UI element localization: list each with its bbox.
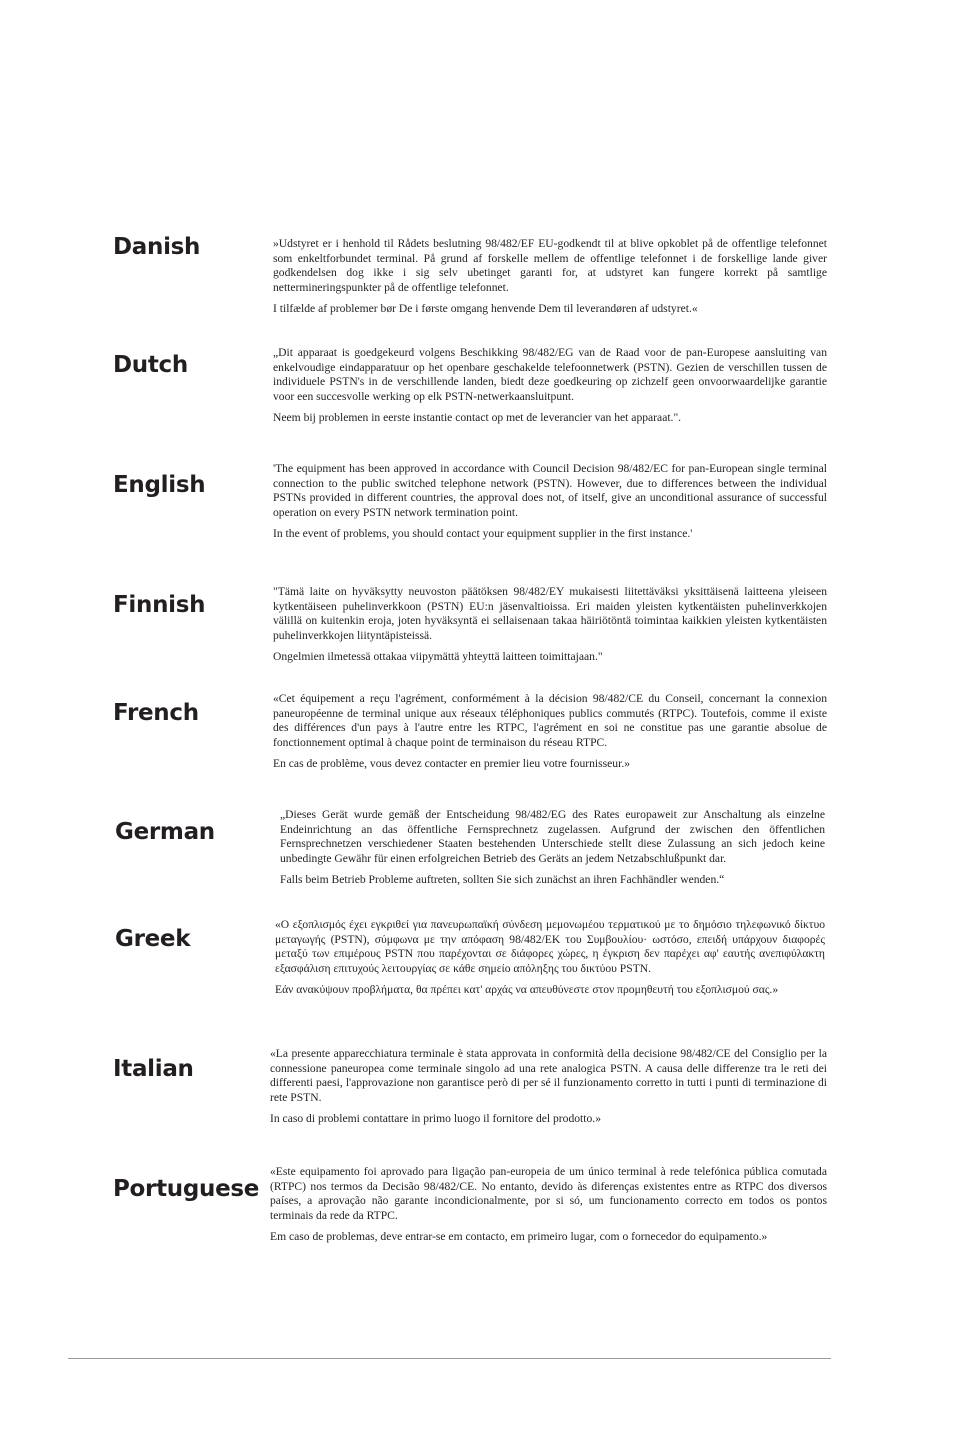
contact-paragraph: Ongelmien ilmetessä ottakaa viipymättä yhteyttä laitteen toimittajaan." (273, 650, 603, 664)
approval-paragraph: 'The equipment has been approved in accordance with Council Decision 98/482/EC for pan-European single terminal connection to the public switched telephone network (PSTN). However, due to differences between the individual PSTNs provided in different countries, the approval does not, of itself, give an unconditional assurance of successful operation on every PSTN network termination point. (273, 462, 827, 519)
footer-divider (68, 1358, 831, 1359)
approval-paragraph: «La presente apparecchiatura terminale è stata approvata in conformità della decisione 98/482/CE del Consiglio per la connessione paneuropea come terminale singolo ad una rete analogica PSTN. A causa delle differenze tra le reti dei differenti paesi, l'approvazione non garantisce però di per sé il funzionamento corretto in tutti i punti di terminazione di rete PSTN. (270, 1047, 827, 1104)
language-heading: German (115, 819, 215, 845)
contact-paragraph: Neem bij problemen in eerste instantie contact op met de leverancier van het apparaat.". (273, 411, 682, 425)
section-text (275, 918, 825, 1005)
contact-paragraph: I tilfælde af problemer bør De i første omgang henvende Dem til leverandøren af udstyret.« (273, 302, 698, 316)
approval-paragraph: "Tämä laite on hyväksytty neuvoston päätöksen 98/482/EY mukaisesti liitettäväksi yksittäisenä laitteena yleiseen kytkentäiseen puhelinverkkoon (PSTN) EU:n jäsenvaltioissa. Eri maiden yleisten kytkentäisten puhelinverkkojen välillä on kuitenkin eroja, joten hyväksyntä ei sellaisenaan takaa häiriötöntä toimintaa kaikkien yleisten kytkentäisten puhelinverkkojen liityntäpisteissä. (273, 585, 827, 642)
approval-paragraph: „Dit apparaat is goedgekeurd volgens Beschikking 98/482/EG van de Raad voor de pan-Europese aansluiting van enkelvoudige eindapparatuur op het openbare geschakelde telefoonnetwerk (PSTN). Gezien de verschillen tussen de individuele PSTN's in de verschillende landen, biedt deze goedkeuring op zichzelf geen onvoorwaardelijke garantie voor een succesvolle werking op elk PSTN-netwerkaansluitpunt. (273, 346, 827, 403)
language-heading: Italian (113, 1056, 194, 1082)
section-text (273, 346, 827, 433)
contact-paragraph: Εάν ανακύψουν προβλήματα, θα πρέπει κατ' αρχάς να απευθύνεστε στον προμηθευτή του εξοπλισμού σας.» (275, 983, 779, 997)
section-text (273, 237, 827, 324)
language-heading: Portuguese (113, 1176, 260, 1202)
language-heading: Dutch (113, 352, 188, 378)
language-heading: Greek (115, 926, 191, 952)
language-heading: Danish (113, 234, 201, 260)
approval-paragraph: «Cet équipement a reçu l'agrément, conformément à la décision 98/482/CE du Conseil, concernant la connexion paneuropéenne de terminal unique aux réseaux téléphoniques publics commutés (RTPC). Toutefois, comme il existe des différences d'un pays à l'autre entre les RTPC, l'agrément en soi ne constitue pas une garantie absolue de fonctionnement optimal à chaque point de terminaison du réseau RTPC. (273, 692, 827, 749)
section-text (270, 1165, 827, 1252)
language-heading: Finnish (113, 592, 206, 618)
approval-paragraph: „Dieses Gerät wurde gemäß der Entscheidung 98/482/EG des Rates europaweit zur Anschaltung als einzelne Endeinrichtung an das öffentliche Fernsprechnetz zugelassen. Aufgrund der zwischen den öffentlichen Fernsprechnetzen verschiedener Staaten bestehenden Unterschiede stellt diese Zulassung an sich jedoch keine unbedingte Gewähr für einen erfolgreichen Betrieb des Geräts an jedem Netzabschlußpunkt dar. (280, 808, 825, 865)
contact-paragraph: Falls beim Betrieb Probleme auftreten, sollten Sie sich zunächst an ihren Fachhändler wenden.“ (280, 873, 725, 887)
section-text (280, 808, 825, 895)
section-text (273, 462, 827, 549)
contact-paragraph: En cas de problème, vous devez contacter en premier lieu votre fournisseur.» (273, 757, 631, 771)
approval-paragraph: «Este equipamento foi aprovado para ligação pan-europeia de um único terminal à rede telefónica pública comutada (RTPC) nos termos da Decisão 98/482/CE. No entanto, devido às diferenças existentes entre as RTPC dos diversos países, a aprovação não garante incondicionalmente, por si só, um funcionamento correcto em todos os pontos terminais da rede da RTPC. (270, 1165, 827, 1222)
section-text (273, 692, 827, 779)
contact-paragraph: Em caso de problemas, deve entrar-se em contacto, em primeiro lugar, com o fornecedor do equipamento.» (270, 1230, 768, 1244)
language-heading: English (113, 472, 206, 498)
language-heading: French (113, 700, 199, 726)
section-text (273, 585, 827, 672)
contact-paragraph: In caso di problemi contattare in primo luogo il fornitore del prodotto.» (270, 1112, 601, 1126)
contact-paragraph: In the event of problems, you should contact your equipment supplier in the first instance.' (273, 527, 693, 541)
approval-paragraph: «Ο εξοπλισμός έχει εγκριθεί για πανευρωπαϊκή σύνδεση μεμονωμέου τερματικού με το δημόσιο τηλεφωνικό δίκτυο μεταγωγής (PSTN), σύμφωνα με την απόφαση 98/482/ΕΚ του Συμβουλίου· ωστόσο, επειδή υπάρχουν διαφορές μεταξύ των επιμέρους PSTN που παρέχονται σε διάφορες χώρες, η έγκριση δεν παρέχει αφ' εαυτής ανεπιφύλακτη εξασφάλιση επιτυχούς λειτουργίας σε κάθε σημείο απόληξης του δικτύου PSTN. (275, 918, 825, 975)
approval-paragraph: »Udstyret er i henhold til Rådets beslutning 98/482/EF EU-godkendt til at blive opkoblet på de offentlige telefonnet som enkeltforbundet terminal. På grund af forskelle mellem de offentlige telefonnet i de forskellige lande giver godkendelsen dog ikke i sig selv ubetinget garanti for, at udstyret kan fungere korrekt på samtlige nettermineringspunkter på de offentlige telefonnet. (273, 237, 827, 294)
section-text (270, 1047, 827, 1134)
